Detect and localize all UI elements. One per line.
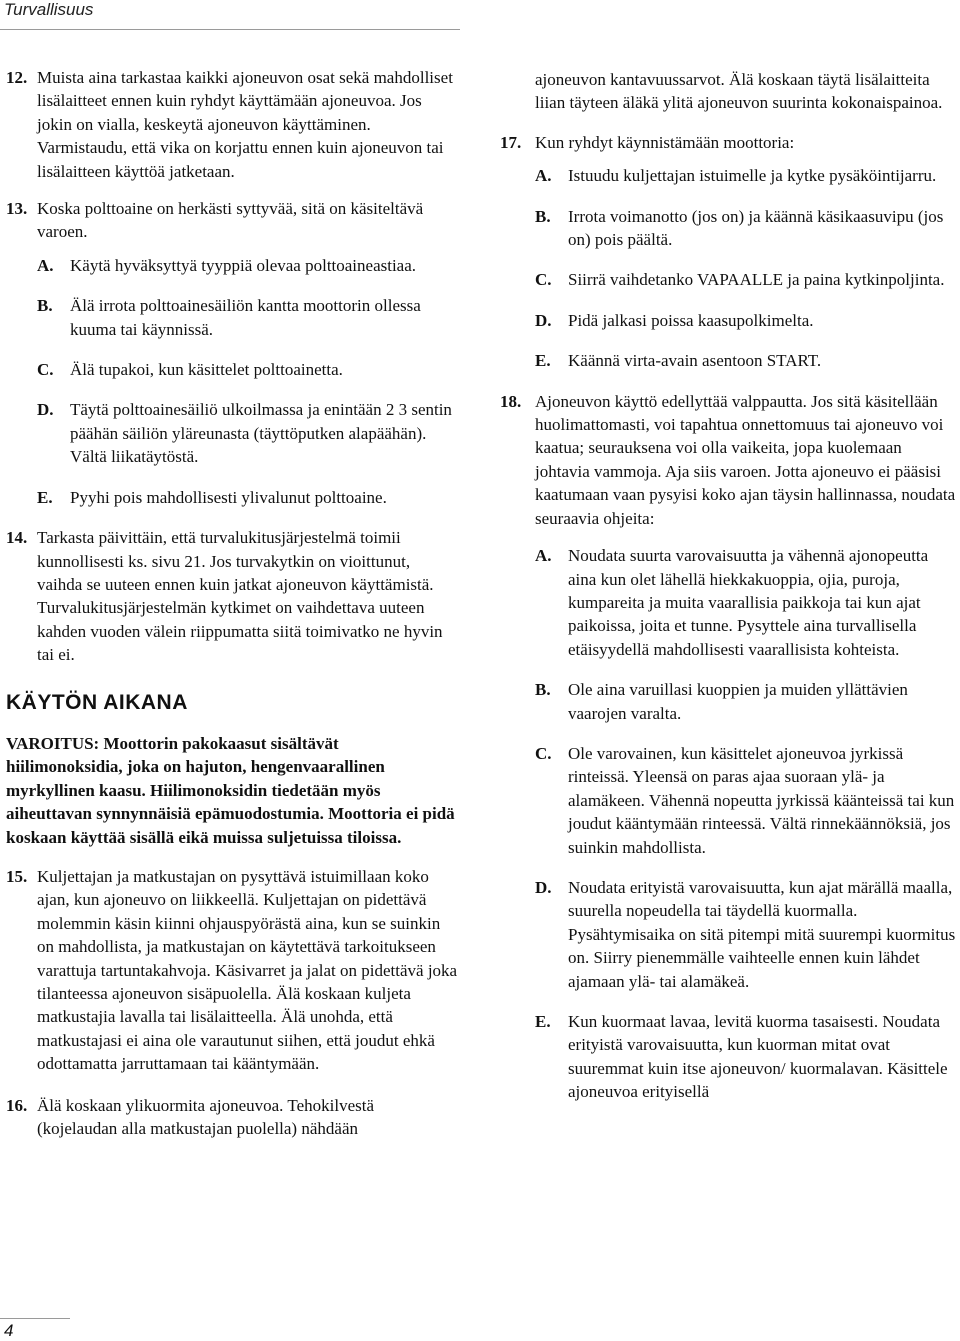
sub-item-18d [535,876,958,993]
sub-item-letter: A. [37,255,54,275]
sub-item-letter: A. [535,546,552,566]
item-number: 16. [6,1095,28,1115]
sub-item-text: Istuudu kuljettajan istuimelle ja kytke pysäköintijarru. [568,166,937,186]
item-16-continued: ajoneuvon kantavuussarvot. Älä koskaan täytä lisälaitteita liian täyteen äläkä ylitä ajoneuvon suurinta kokonaispainoa. [535,70,943,113]
right-column [500,68,958,1121]
sub-item-letter: B. [535,206,551,226]
sub-item-18c [535,742,958,859]
sub-item-text: Kun kuormaat lavaa, levitä kuorma tasaisesti. Noudata erityistä varovaisuutta, kun kuorman mitat ovat suuremmat kuin itse ajoneuvon/ kuormalavan. Käsittele ajoneuvoa erityisellä [568,1012,948,1102]
page-header-title: Turvallisuus [4,0,94,19]
sub-item-13d [37,398,458,468]
sub-item-letter: C. [37,360,54,380]
list-item-16 [6,1094,458,1141]
item-text: Ajoneuvon käyttö edellyttää valppautta. Jos sitä käsitellään huolimattomasti, voi tapahtua onnettomuus tai ajoneuvo voi kaatua; seurauksena voi olla vaikeita, jopa kuolemaan johtavia vammoja. Aja siis varoen. Jotta ajoneuvo ei pääsisi kaatumaan vaan pysyisi koko ajan täysin hallinnassa, noudata seuraavia ohjeita: [535,391,956,528]
list-item-13 [6,197,458,244]
sub-item-text: Ole varovainen, kun käsittelet ajoneuvoa jyrkissä rinteissä. Yleensä on paras ajaa suoraan ylä- ja alamäkeen. Vähennä nopeutta jyrkissä käänteissä tai kun joudut kääntymään rinteessä. Vältä rinnekäännöksiä, jos suinkin mahdollista. [568,743,955,857]
sub-item-text: Pidä jalkasi poissa kaasupolkimelta. [568,310,814,330]
sub-item-text: Pyyhi pois mahdollisesti ylivalunut polttoaine. [70,487,387,507]
sub-item-text: Älä tupakoi, kun käsittelet polttoainetta. [70,360,343,380]
sub-item-letter: B. [535,680,551,700]
page-number: 4 [4,1321,14,1340]
sub-item-text: Noudata erityistä varovaisuutta, kun ajat märällä maalla, suurella nopeudella tai täydellä kuormalla. Pysähtymisaika on sitä pitempi mitä suurempi kuormitus on. Siirry pienemmälle vaihteelle ennen kuin lähdet ajamaan ylä- tai alamäkeä. [568,877,956,991]
sub-item-text: Älä irrota polttoainesäiliön kantta moottorin ollessa kuuma tai käynnissä. [70,296,421,339]
sub-item-13b [37,294,458,341]
sub-item-letter: E. [535,1012,551,1031]
item-number: 14. [6,528,28,548]
item-number: 12. [6,68,28,87]
sub-item-13e [37,486,458,509]
item-number: 17. [500,132,522,152]
footer-divider [0,1318,70,1319]
left-column [6,66,458,1140]
sub-item-letter: D. [37,400,54,420]
section-heading: KÄYTÖN AIKANA [6,690,188,714]
sub-item-17d [535,309,958,332]
sub-item-letter: E. [535,351,551,371]
list-item-18 [500,390,958,530]
warning-text: VAROITUS: Moottorin pakokaasut sisältävät hiilimonoksidia, joka on hajuton, hengenvaarallinen myrkyllinen kaasu. Hiilimonoksidin tiedetään myös aiheuttavan synnynnäisiä epämuodostumia. Moottoria ei pidä koskaan käyttää sisällä eikä muissa suljetuissa tiloissa. [6,733,455,847]
sub-item-text: Noudata suurta varovaisuutta ja vähennä ajonopeutta aina kun olet lähellä hiekkakuoppia, ojia, puroja, kumpareita ja muita vaarallisia paikkoja tai kun ajat paikoissa, joita et tunne. Pysyttele aina turvallisella etäisyydellä mahdollisesti vaarallisista kohteista. [568,546,929,659]
sub-item-letter: A. [535,166,552,186]
item-text: Kun ryhdyt käynnistämään moottoria: [535,132,795,152]
sub-item-text: Irrota voimanotto (jos on) ja käännä käsikaasuvipu (jos on) pois päältä. [568,206,944,250]
sub-item-letter: D. [535,310,552,330]
item-number: 13. [6,199,28,219]
sub-item-letter: B. [37,296,53,316]
header-divider [0,29,460,30]
sub-item-17e [535,349,958,372]
list-item-15 [6,865,458,1076]
list-item-12 [6,66,458,183]
sub-item-13c [37,358,458,381]
sub-item-letter: C. [535,743,552,763]
sub-item-text: Siirrä vaihdetanko VAPAALLE ja paina kytkinpoljinta. [568,270,945,290]
sub-item-letter: C. [535,270,552,290]
item-number: 15. [6,866,28,886]
sub-item-text: Käytä hyväksyttyä tyyppiä olevaa polttoaineastiaa. [70,255,417,275]
sub-item-letter: E. [37,487,53,507]
item-text: Tarkasta päivittäin, että turvalukitusjärjestelmä toimii kunnollisesti ks. sivu 21. Jos turvakytkin on vioittunut, vaihda se uuteen ennen kuin jatkat ajoneuvon käyttämistä. Turvalukitusjärjestelmän kytkimet on vaihdettava uuteen kahden vuoden välein riippumatta siitä toimivatko ne hyvin tai ei. [37,528,443,665]
item-number: 18. [500,391,522,411]
sub-item-13a [37,254,458,277]
sub-item-text: Käännä virta-avain asentoon START. [568,351,822,371]
item-text: Älä koskaan ylikuormita ajoneuvoa. Tehokilvestä (kojelaudan alla matkustajan puolella) nähdään [37,1095,374,1139]
list-item-17 [500,131,958,154]
sub-item-17b [535,205,958,252]
sub-item-18e [535,1010,958,1104]
item-text: Muista aina tarkastaa kaikki ajoneuvon osat sekä mahdolliset lisälaitteet ennen kuin ryhdyt käyttämään ajoneuvoa. Jos jokin on vialla, keskeytä ajoneuvon käyttäminen. Varmistaudu, että vika on korjattu ennen kuin ajoneuvon tai lisälaitteen käyttöä jatketaan. [37,68,453,181]
sub-item-17c [535,268,958,291]
sub-item-18b [535,678,958,725]
sub-item-18a [535,544,958,661]
sub-item-text: Ole aina varuillasi kuoppien ja muiden yllättävien vaarojen varalta. [568,680,908,723]
sub-item-text: Täytä polttoainesäiliö ulkoilmassa ja enintään 2 3 sentin päähän säiliön yläreunasta (täyttöputken alapäähän). Vältä liikatäytöstä. [70,400,452,467]
item-text: Koska polttoaine on herkästi syttyvää, sitä on käsiteltävä varoen. [37,199,424,242]
list-item-14 [6,526,458,666]
sub-item-17a [535,164,958,187]
item-text: Kuljettajan ja matkustajan on pysyttävä istuimillaan koko ajan, kun ajoneuvo on liikkeellä. Kuljettajan on pidettävä molemmin käsin kiinni ohjauspyörästä aina, kun se suinkin on mahdollista, ja matkustajan on käytettävä tarkoitukseen varattuja tartuntakahvoja. Käsivarret ja jalat on pidettävä joka tilanteessa ajoneuvon sisäpuolella. Älä koskaan kuljeta matkustajia lavalla tai lisälaitteella. Älä unohda, että matkustajasi ei aina ole varautunut siihen, että joudut ehkä odottamatta jarruttamaan tai kääntymään. [37,866,458,1074]
sub-item-letter: D. [535,877,552,897]
